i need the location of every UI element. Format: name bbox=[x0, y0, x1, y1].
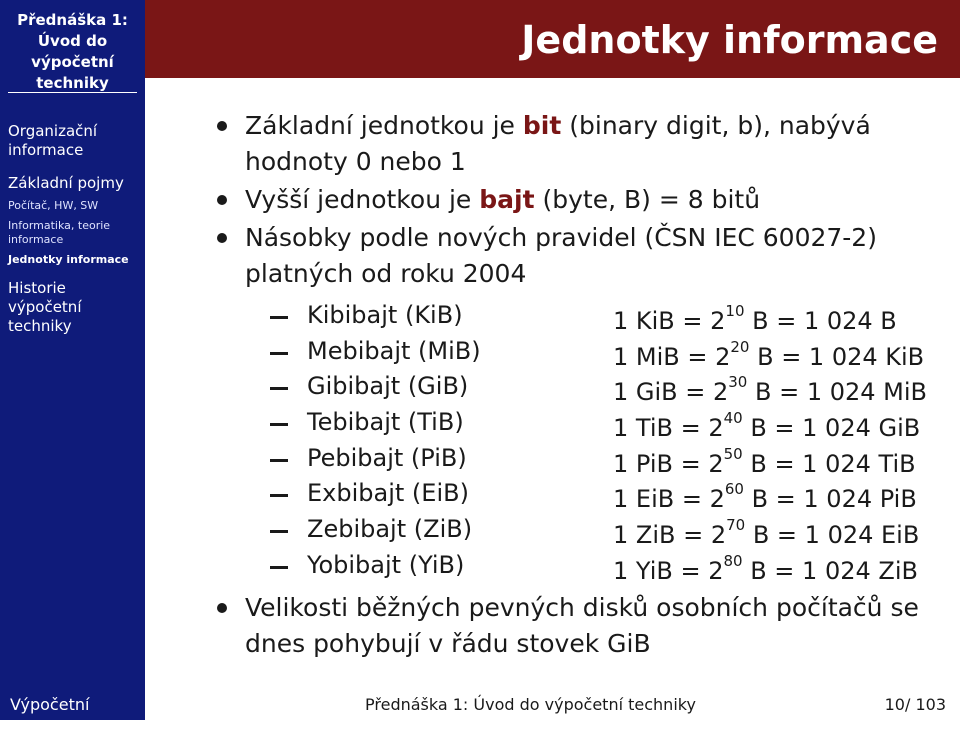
page-counter: 10/ 103 bbox=[884, 695, 946, 714]
bullet-bajt: Vyšší jednotkou je bajt (byte, B) = 8 bitů bbox=[215, 182, 935, 218]
unit-exponent: 60 bbox=[724, 480, 744, 499]
unit-name: Gibibajt (GiB) bbox=[307, 372, 469, 401]
dash-marker bbox=[270, 387, 288, 390]
bullet-nasobky: Násobky podle nových pravidel (ČSN IEC 60027-2) platných od roku 2004 bbox=[215, 220, 935, 292]
unit-name: Exbibajt (EiB) bbox=[307, 479, 469, 508]
footer bbox=[0, 690, 960, 744]
unit-name: Yobibajt (YiB) bbox=[307, 550, 465, 579]
sidebar-nav bbox=[8, 122, 142, 336]
unit-name: Tebibajt (TiB) bbox=[307, 408, 464, 437]
dash-marker bbox=[270, 316, 288, 319]
lecture-label: Přednáška 1: bbox=[17, 11, 128, 29]
dash-marker bbox=[270, 459, 288, 462]
unit-row bbox=[215, 369, 935, 405]
dash-marker bbox=[270, 423, 288, 426]
unit-value: 1 MiB = $2^{20}$ B = 1 024 KiB bbox=[613, 337, 925, 371]
unit-exponent: 70 bbox=[726, 516, 746, 535]
nav-section-zakladni-pojmy[interactable]: Základní pojmy bbox=[8, 174, 124, 192]
unit-name: Pebibajt (PiB) bbox=[307, 443, 467, 472]
unit-exponent: 80 bbox=[723, 551, 743, 570]
unit-value: 1 GiB = $2^{30}$ B = 1 024 MiB bbox=[613, 373, 927, 407]
unit-exponent: 50 bbox=[723, 444, 743, 463]
title-bar bbox=[145, 0, 960, 78]
bullet-dot bbox=[217, 603, 227, 613]
dash-marker bbox=[270, 530, 288, 533]
unit-row bbox=[215, 298, 935, 334]
unit-row bbox=[215, 441, 935, 477]
nav-sub-informatika[interactable]: Informatika, teorie informace bbox=[8, 219, 111, 246]
bullet-dot bbox=[217, 233, 227, 243]
dash-marker bbox=[270, 566, 288, 569]
sidebar bbox=[0, 0, 145, 690]
unit-exponent: 30 bbox=[728, 373, 748, 392]
nav-section-historie[interactable]: Historie výpočetní techniky bbox=[8, 279, 82, 335]
units-list bbox=[215, 298, 935, 584]
unit-name: Mebibajt (MiB) bbox=[307, 336, 481, 365]
unit-row bbox=[215, 476, 935, 512]
unit-value: 1 ZiB = $2^{70}$ B = 1 024 EiB bbox=[613, 516, 920, 550]
page-current: 10 bbox=[884, 695, 905, 714]
unit-value: 1 EiB = $2^{60}$ B = 1 024 PiB bbox=[613, 480, 917, 514]
unit-row bbox=[215, 405, 935, 441]
unit-row bbox=[215, 548, 935, 584]
unit-row bbox=[215, 334, 935, 370]
nav-section-organizacni-informace[interactable]: Organizační informace bbox=[8, 122, 98, 159]
dash-marker bbox=[270, 352, 288, 355]
nav-sub-jednotky-informace[interactable]: Jednotky informace bbox=[8, 253, 129, 266]
dash-marker bbox=[270, 494, 288, 497]
bullet-dot bbox=[217, 121, 227, 131]
bullet-velikosti: Velikosti běžných pevných disků osobních počítačů se dnes pohybují v řádu stovek GiB bbox=[215, 590, 935, 662]
footer-course: Výpočetní technika I bbox=[0, 690, 145, 720]
unit-exponent: 10 bbox=[725, 302, 745, 320]
unit-row bbox=[215, 512, 935, 548]
page-total: 103 bbox=[915, 695, 946, 714]
unit-value: 1 TiB = $2^{40}$ B = 1 024 GiB bbox=[613, 409, 921, 443]
lecture-title-line1: Úvod do výpočetní bbox=[31, 32, 114, 71]
sidebar-divider bbox=[8, 92, 137, 93]
nav-sub-pocitac-hw-sw[interactable]: Počítač, HW, SW bbox=[8, 199, 99, 212]
unit-exponent: 40 bbox=[723, 409, 743, 428]
lecture-title-line2: techniky bbox=[36, 74, 109, 92]
unit-name: Kibibajt (KiB) bbox=[307, 301, 463, 329]
unit-exponent: 20 bbox=[730, 337, 750, 356]
slide-content bbox=[215, 108, 935, 664]
unit-name: Zebibajt (ZiB) bbox=[307, 515, 473, 544]
unit-value: 1 YiB = $2^{80}$ B = 1 024 ZiB bbox=[613, 551, 918, 585]
unit-value: 1 PiB = $2^{50}$ B = 1 024 TiB bbox=[613, 444, 916, 478]
lecture-title bbox=[0, 0, 145, 94]
footer-lecture: Přednáška 1: Úvod do výpočetní techniky bbox=[365, 695, 696, 714]
bullet-bit: Základní jednotkou je bit (binary digit, b), nabývá hodnoty 0 nebo 1 bbox=[215, 108, 935, 180]
bullet-dot bbox=[217, 195, 227, 205]
term-bit: bit bbox=[522, 111, 562, 140]
term-bajt: bajt bbox=[479, 185, 535, 214]
slide-title: Jednotky informace bbox=[521, 18, 938, 62]
unit-value: 1 KiB = $2^{10}$ B = 1 024 B bbox=[613, 302, 897, 335]
